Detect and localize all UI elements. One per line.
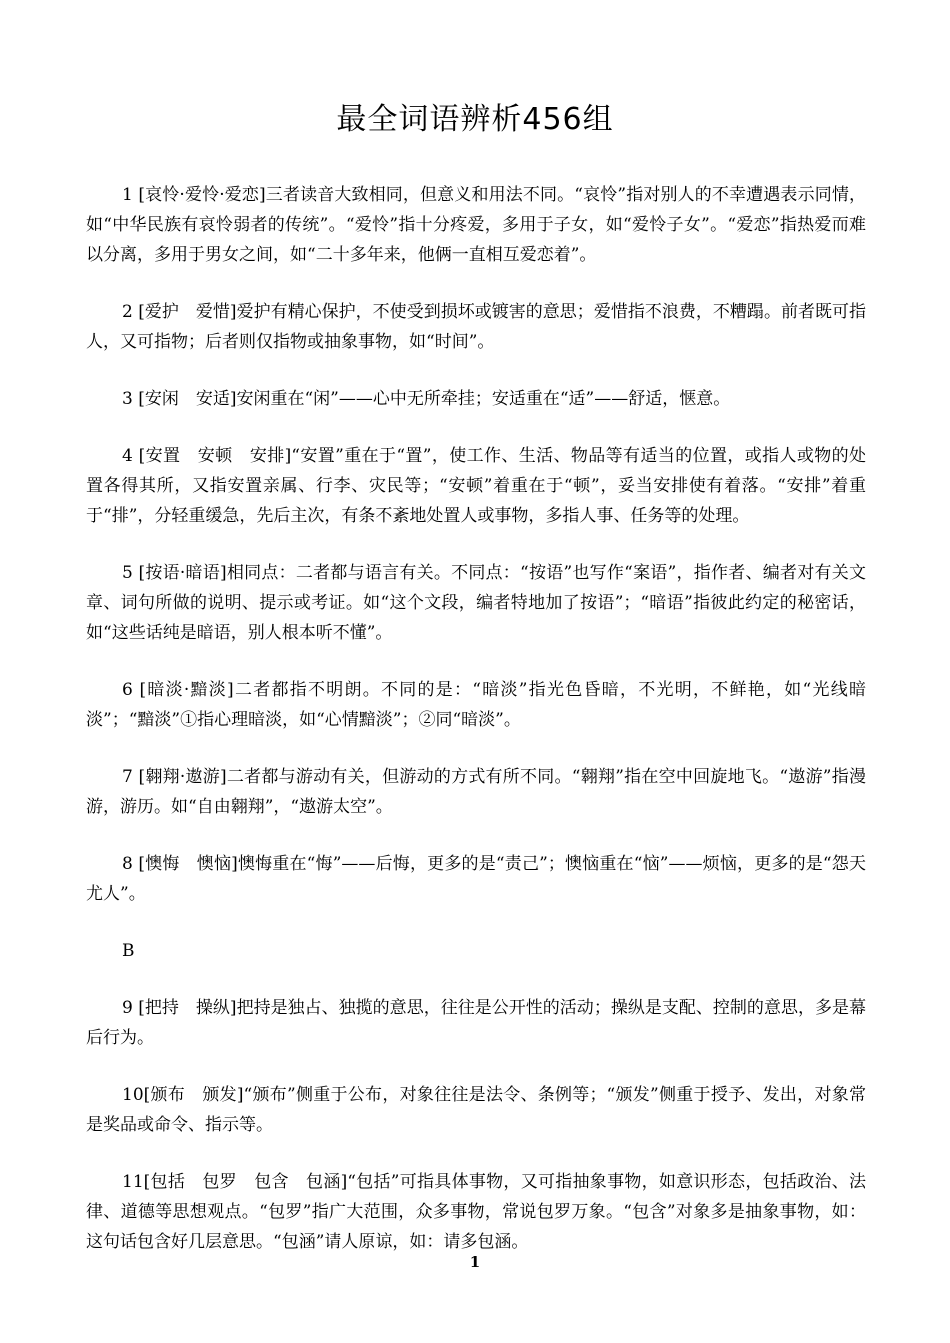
page-number: 1 [469,1253,481,1271]
entry-paragraph: 4 [安置 安顿 安排]“安置”重在于“置”，使工作、生活、物品等有适当的位置，或指人或物的处置各得其所，又指安置亲属、行李、灾民等；“安顿”着重在于“顿”，妥当安排使有着落。“安排”着重于“排”，分轻重缓急，先后主次，有条不紊地处置人或事物，多指人事、任务等的处理。 [86,446,866,526]
entry-paragraph: 11[包括 包罗 包含 包涵]“包括”可指具体事物，又可指抽象事物，如意识形态，包括政治、法律、道德等思想观点。“包罗”指广大范围，众多事物，常说包罗万象。“包含”对象多是抽象事物，如：这句话包含好几层意思。“包涵”请人原谅，如：请多包涵。 [86,1172,866,1252]
entry-paragraph: 7 [翱翔·遨游]二者都与游动有关，但游动的方式有所不同。“翱翔”指在空中回旋地飞。“遨游”指漫游，游历。如“自由翱翔”，“遨游太空”。 [86,767,866,817]
entry-paragraph: 3 [安闲 安适]安闲重在“闲”——心中无所牵挂；安适重在“适”——舒适，惬意。 [122,389,731,409]
document-title: 最全词语辨析456组 [336,102,614,137]
entry-paragraph: 2 [爱护 爱惜]爱护有精心保护，不使受到损坏或镀害的意思；爱惜指不浪费，不糟蹋。前者既可指人，又可指物；后者则仅指物或抽象事物，如“时间”。 [86,302,866,352]
entry-paragraph: 10[颁布 颁发]“颁布”侧重于公布，对象往往是法令、条例等；“颁发”侧重于授予、发出，对象常是奖品或命令、指示等。 [86,1085,866,1135]
section-letter-heading: B [122,941,135,961]
entry-paragraph: 8 [懊悔 懊恼]懊悔重在“悔”——后悔，更多的是“责己”；懊恼重在“恼”——烦恼，更多的是“怨天尤人”。 [86,854,866,904]
document-body [86,180,866,1284]
entry-paragraph: 1 [哀怜·爱怜·爱恋]三者读音大致相同，但意义和用法不同。“哀怜”指对别人的不幸遭遇表示同情，如“中华民族有哀怜弱者的传统”。“爱怜”指十分疼爱，多用于子女，如“爱怜子女”。“爱恋”指热爱而难以分离，多用于男女之间，如“二十多年来，他俩一直相互爱恋着”。 [86,185,866,265]
entry-paragraph: 6 [暗淡·黯淡]二者都指不明朗。不同的是：“暗淡”指光色昏暗，不光明，不鲜艳，如“光线暗淡”；“黯淡”①指心理暗淡，如“心情黯淡”；②同“暗淡”。 [86,680,866,730]
entry-paragraph: 5 [按语·暗语]相同点：二者都与语言有关。不同点：“按语”也写作“案语”，指作者、编者对有关文章、词句所做的说明、提示或考证。如“这个文段，编者特地加了按语”；“暗语”指彼此约定的秘密话，如“这些话纯是暗语，别人根本听不懂”。 [86,563,866,643]
entry-paragraph: 9 [把持 操纵]把持是独占、独揽的意思，往往是公开性的活动；操纵是支配、控制的意思，多是幕后行为。 [86,998,866,1048]
